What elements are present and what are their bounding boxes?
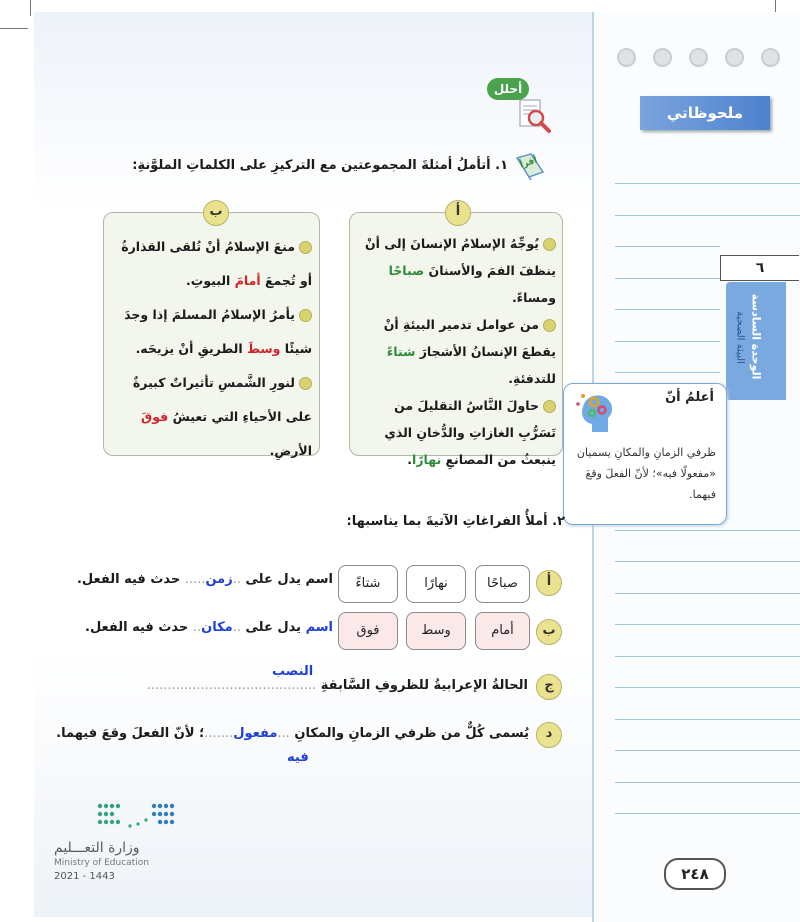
info-box <box>563 383 727 525</box>
ruled-line <box>615 561 800 562</box>
place-word: أمامَ <box>234 273 261 288</box>
item-text: البيوتِ. <box>186 273 231 288</box>
unit-tab-title: الوحدة السادسة <box>749 293 763 380</box>
ruled-line <box>615 656 800 657</box>
place-word: وسطَ <box>246 341 281 356</box>
item-text: الطريقِ أنْ يزيحَه. <box>135 341 243 356</box>
word-box: فوق <box>338 612 398 650</box>
ruled-line <box>615 593 800 594</box>
group-a-item <box>356 392 556 473</box>
edition-year: 2021 - 1443 <box>54 871 115 882</box>
info-text: ظرفي الزمانِ والمكانِ يسميان «مفعولًا فيه»؛ لأنّ الفعلَ وقعَ فيهما. <box>576 446 716 501</box>
unit-number: ٦ <box>755 260 765 276</box>
read-icon <box>514 150 546 182</box>
ruled-line <box>615 530 800 531</box>
ruled-line <box>615 278 720 279</box>
ruled-line <box>615 215 800 216</box>
item-text: . <box>407 452 413 467</box>
ministry-name-en: Ministry of Education <box>54 858 149 868</box>
sentence-text: يدل على <box>245 620 302 635</box>
group-b-item <box>108 230 312 298</box>
q1-title: ١. أتأملُ أمثلةَ المجموعتين مع التركيزِ على الكلماتِ الملوَّنةِ: <box>132 158 508 173</box>
word-box: أمام <box>475 612 530 650</box>
ruled-line <box>615 624 800 625</box>
row-d-badge: د <box>536 722 562 748</box>
binder-hole <box>689 48 708 67</box>
sentence-text: يُسمى كُلٌّ من ظرفي الزمانِ والمكانِ <box>294 726 529 741</box>
ruled-line <box>615 309 720 310</box>
item-text: للتدفئةِ. <box>508 371 556 386</box>
word-box: وسط <box>406 612 466 650</box>
row-b-sentence: اسم يدل على ..مكان.. حدث فيه الفعل. <box>85 620 333 635</box>
crop-mark <box>0 28 28 29</box>
head-gears-icon <box>574 388 622 436</box>
handwritten-answer: مفعول <box>233 726 278 741</box>
row-c-sentence: الحالةُ الإعرابيةُ للظروفِ السَّابقةِ ......................................... <box>146 678 528 693</box>
group-b-item <box>108 298 312 366</box>
row-d-sentence: يُسمى كُلٌّ من ظرفي الزمانِ والمكانِ ...مفعول.......؛ لأنّ الفعلَ وقعَ فيهما. <box>56 726 529 741</box>
item-text: حاولَ النَّاسُ التقليلَ من تَسَرُّبِ الغازاتِ والدُّخانِ الذي ينبعثُ من المصانعِ <box>384 398 556 467</box>
binder-hole <box>761 48 780 67</box>
ruled-line <box>615 183 800 184</box>
handwritten-answer: فيه <box>287 750 309 765</box>
magnifier-icon <box>514 96 554 136</box>
read-label: أقرأ <box>518 155 539 171</box>
ministry-name-ar: وزارة التعـــليم <box>54 840 140 856</box>
item-text: يُوجِّهُ الإسلامُ الإنسانَ إلى أنْ ينظفَ الفمَ والأسنانَ <box>364 236 556 278</box>
word-box: صباحًا <box>475 565 530 603</box>
word-box: نهارًا <box>406 565 466 603</box>
group-b-item <box>108 366 312 468</box>
ruled-line <box>615 782 800 783</box>
sentence-text: اسم يدل على <box>245 572 333 587</box>
ruled-line <box>615 719 800 720</box>
handwritten-answer: اسم <box>305 620 333 635</box>
item-text: يأمرُ الإسلامُ المسلمَ إذا وجدَ شيئًا <box>124 307 312 356</box>
row-a-badge: أ <box>536 570 562 596</box>
bullet-icon <box>299 377 312 390</box>
item-text: الأرضِ. <box>269 443 312 458</box>
group-a-item <box>356 311 556 392</box>
item-text: من عوامل تدمير البيئةِ أنْ يقطعَ الإنسانُ الأشجارَ <box>383 317 556 359</box>
word-box: شتاءً <box>338 565 398 603</box>
time-word: صباحًا <box>388 263 425 278</box>
handwritten-answer: النصب <box>272 664 314 679</box>
binder-hole <box>653 48 672 67</box>
ministry-logo <box>92 800 182 836</box>
handwritten-answer: مكان <box>201 620 233 635</box>
ruled-line <box>615 246 720 247</box>
binder-hole <box>725 48 744 67</box>
group-a-list <box>356 230 556 473</box>
sentence-text: ؛ لأنّ الفعلَ وقعَ فيهما. <box>56 726 205 741</box>
info-title: أعلمُ أنّ <box>665 390 714 405</box>
notes-title: ملحوظاتي <box>666 104 744 122</box>
analyze-label: أحلل <box>493 82 523 96</box>
group-b-list <box>108 230 312 468</box>
unit-tab <box>726 282 786 400</box>
binder-hole <box>617 48 636 67</box>
bullet-icon <box>299 309 312 322</box>
row-c-badge: ج <box>536 674 562 700</box>
time-word: نهارًا <box>412 452 442 467</box>
item-text: منعَ الإسلامُ أنْ تُلقى القذارةُ أو تُجمعَ <box>121 239 312 288</box>
item-text: لنورِ الشَّمسِ تأثيراتٌ كبيرةٌ على الأحياءِ التي تعيشُ <box>132 375 312 424</box>
unit-tab-subtitle: البيئة الصحية <box>734 311 746 364</box>
group-a-badge: أ <box>445 200 471 226</box>
ruled-line <box>615 813 800 814</box>
bullet-icon <box>543 238 556 251</box>
time-word: شتاءً <box>386 344 416 359</box>
group-b-badge: ب <box>203 200 229 226</box>
ruled-line <box>615 687 800 688</box>
item-text: ومساءً. <box>511 290 556 305</box>
q2-title: ٢. أملأُ الفراغاتِ الآتيةَ بما يناسبها: <box>346 514 565 529</box>
unit-number-box <box>720 255 799 281</box>
row-a-sentence: اسم يدل على ..زمن..... حدث فيه الفعل. <box>76 572 333 587</box>
sentence-text: حدث فيه الفعل. <box>76 572 181 587</box>
page-number <box>664 858 726 890</box>
notes-title-banner <box>640 96 770 130</box>
ruled-line <box>615 750 800 751</box>
ruled-line <box>615 341 720 342</box>
bullet-icon <box>299 241 312 254</box>
bullet-icon <box>543 400 556 413</box>
group-a-item <box>356 230 556 311</box>
sentence-text: حدث فيه الفعل. <box>85 620 189 635</box>
row-b-badge: ب <box>536 619 562 645</box>
handwritten-answer: زمن <box>205 572 233 587</box>
bullet-icon <box>543 319 556 332</box>
place-word: فوقَ <box>141 409 169 424</box>
ruled-line <box>615 372 720 373</box>
sentence-text: الحالةُ الإعرابيةُ للظروفِ السَّابقةِ <box>320 678 528 693</box>
page-number-text: ٢٤٨ <box>681 865 709 883</box>
crop-mark <box>30 0 31 16</box>
